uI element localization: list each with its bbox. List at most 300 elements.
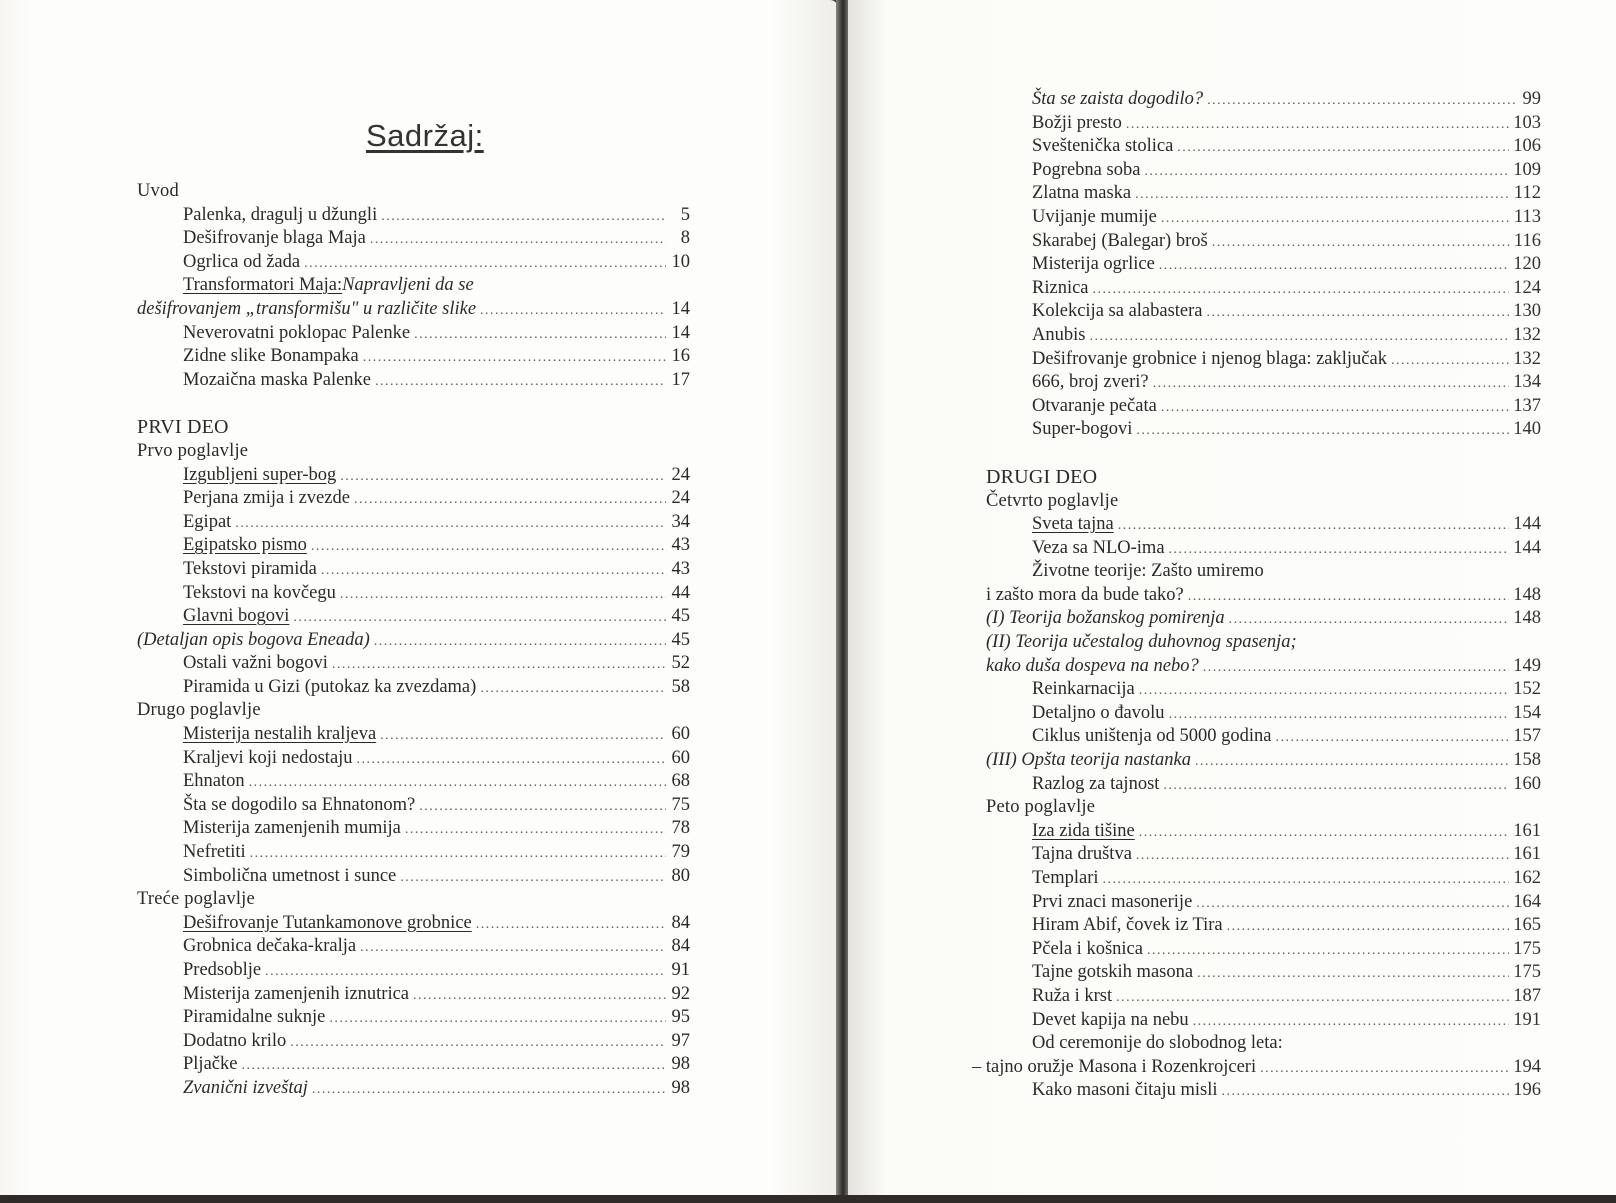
dot-leader	[363, 346, 666, 370]
section-heading	[986, 490, 1541, 514]
entry-title: Reinkarnacija	[1032, 679, 1135, 700]
toc-entry	[986, 300, 1541, 324]
toc-entry	[986, 985, 1541, 1009]
entry-title: Izgubljeni super-bog	[183, 464, 337, 485]
toc-entry	[986, 371, 1541, 395]
dot-leader	[1161, 207, 1510, 231]
entry-title: (Detaljan opis bogova Eneada)	[137, 629, 370, 650]
toc-entry	[137, 582, 690, 606]
page-number: 148	[1513, 608, 1541, 629]
dot-leader	[1260, 1057, 1509, 1081]
toc-entry	[986, 820, 1541, 844]
entry-title: Zvanični izveštaj	[183, 1077, 308, 1098]
page-number: 8	[680, 228, 690, 249]
toc-entry	[986, 560, 1541, 584]
toc-entry	[137, 558, 690, 582]
page-number: 52	[671, 653, 690, 674]
dot-leader	[357, 748, 666, 772]
toc-entry	[137, 1053, 690, 1077]
entry-title: Skarabej (Balegar) broš	[1032, 230, 1208, 251]
toc-entry	[986, 631, 1541, 655]
toc-entry	[137, 865, 690, 889]
toc-entry	[986, 112, 1541, 136]
entry-title: Detaljno o đavolu	[1032, 702, 1165, 723]
entry-title: Iza zida tišine	[1032, 820, 1135, 841]
toc-entry	[986, 773, 1541, 797]
toc-entry	[986, 324, 1541, 348]
entry-title: Egipat	[183, 511, 232, 532]
entry-title: Otvaranje pečata	[1032, 395, 1157, 416]
page-number: 175	[1513, 962, 1541, 983]
entry-title: Prvo poglavlje	[137, 440, 249, 461]
page-number: 103	[1513, 112, 1541, 133]
dot-leader	[1126, 113, 1509, 137]
page-number: 78	[671, 818, 690, 839]
entry-title: Misterija nestalih kraljeva	[183, 724, 377, 745]
entry-title: (III) Opšta teorija nastanka	[986, 750, 1192, 771]
entry-title: Šta se dogodilo sa Ehnatonom?	[183, 794, 416, 815]
entry-title: Tajna društva	[1032, 844, 1132, 865]
dot-leader	[265, 960, 666, 984]
toc-entry	[986, 88, 1541, 112]
toc-entry	[137, 794, 690, 818]
page-number: 14	[671, 322, 690, 343]
entry-title: Božji presto	[1032, 112, 1122, 133]
page-number: 132	[1513, 348, 1541, 369]
page-title: Sadržaj:	[366, 118, 484, 153]
dot-leader	[1103, 868, 1510, 892]
toc-entry	[137, 770, 690, 794]
dot-leader	[414, 323, 666, 347]
entry-title: i zašto mora da bude tako?	[986, 584, 1184, 605]
toc-entry	[137, 1077, 690, 1101]
dot-leader	[1135, 183, 1510, 207]
entry-title: Neverovatni poklopac Palenke	[183, 322, 411, 343]
entry-title: Misterija ogrlice	[1032, 254, 1155, 275]
entry-title: Dešifrovanje Tutankamonove grobnice	[183, 912, 472, 933]
page-number: 160	[1513, 773, 1541, 794]
entry-title-cont: Napravljeni da se	[342, 275, 474, 296]
toc-entry	[137, 912, 690, 936]
entry-title: Glavni bogovi	[183, 606, 290, 627]
page-number: 45	[671, 629, 690, 650]
dot-leader	[354, 488, 666, 512]
page-number: 124	[1513, 277, 1541, 298]
page-number: 24	[671, 488, 690, 509]
toc-entry	[986, 277, 1541, 301]
toc-entry	[986, 1032, 1541, 1056]
toc-entry	[137, 747, 690, 771]
entry-title: Hiram Abif, čovek iz Tira	[1032, 915, 1223, 936]
dot-leader	[1177, 136, 1509, 160]
entry-title: Ostali važni bogovi	[183, 653, 328, 674]
dot-leader	[1229, 608, 1510, 632]
toc-entry	[137, 204, 690, 228]
page-number: 84	[671, 912, 690, 933]
dot-leader	[1195, 750, 1509, 774]
entry-title: Misterija zamenjenih mumija	[183, 818, 401, 839]
entry-title: PRVI DEO	[137, 416, 229, 439]
entry-title: Četvrto poglavlje	[986, 490, 1119, 511]
dot-leader	[1153, 372, 1510, 396]
toc-entry	[986, 961, 1541, 985]
entry-title: Drugo poglavlje	[137, 700, 261, 721]
page-number: 95	[671, 1007, 690, 1028]
dot-leader	[1136, 844, 1509, 868]
entry-title: Sveta tajna	[1032, 514, 1114, 535]
toc-entry	[986, 843, 1541, 867]
section-heading	[986, 466, 1541, 490]
entry-title: Perjana zmija i zvezde	[183, 488, 350, 509]
page-number: 45	[671, 606, 690, 627]
entry-title: Super-bogovi	[1032, 419, 1133, 440]
entry-title: Tekstovi na kovčegu	[183, 582, 336, 603]
dot-leader	[249, 771, 666, 795]
dot-leader	[1203, 656, 1510, 680]
dot-leader	[340, 465, 666, 489]
entry-title: Zlatna maska	[1032, 183, 1132, 204]
entry-title: Tajne gotskih masona	[1032, 962, 1194, 983]
toc-entry	[137, 464, 690, 488]
dot-leader	[311, 535, 666, 559]
entry-title: Grobnica dečaka-kralja	[183, 936, 357, 957]
page-number: 16	[671, 346, 690, 367]
toc-entry	[137, 251, 690, 275]
right-page	[848, 0, 1616, 1195]
page-number: 92	[671, 983, 690, 1004]
toc-entry	[137, 487, 690, 511]
toc-entry	[986, 914, 1541, 938]
dot-leader	[1207, 89, 1517, 113]
toc-left	[137, 180, 690, 1101]
dot-leader	[1196, 892, 1509, 916]
page-number: 91	[671, 960, 690, 980]
dot-leader	[1169, 703, 1510, 727]
entry-title: Peto poglavlje	[986, 797, 1096, 818]
entry-title: Piramidalne suknje	[183, 1007, 326, 1028]
entry-title: Devet kapija na nebu	[1032, 1009, 1189, 1030]
dot-leader	[1139, 679, 1510, 703]
entry-title: Simbolična umetnost i sunce	[183, 865, 397, 886]
dot-leader	[413, 984, 666, 1008]
page-number: 113	[1513, 206, 1541, 227]
toc-entry	[986, 867, 1541, 891]
toc-entry	[986, 938, 1541, 962]
page-number: 80	[671, 865, 690, 886]
entry-title: Misterija zamenjenih iznutrica	[183, 983, 410, 1004]
page-number: 60	[671, 747, 690, 768]
entry-title: Sveštenička stolica	[1032, 136, 1174, 157]
toc-entry	[986, 159, 1541, 183]
dot-leader	[304, 252, 666, 276]
entry-title: Dešifrovanje grobnice i njenog blaga: zaključak	[1032, 348, 1387, 369]
toc-entry	[137, 817, 690, 841]
toc-entry	[137, 841, 690, 865]
entry-title: Ciklus uništenja od 5000 godina	[1032, 726, 1272, 747]
toc-entry	[137, 534, 690, 558]
toc-entry	[986, 584, 1541, 608]
toc-entry	[986, 725, 1541, 749]
page-number: 98	[671, 1054, 690, 1075]
toc-entry	[986, 702, 1541, 726]
toc-entry	[137, 629, 690, 653]
scan-edge	[0, 1195, 1616, 1203]
page-number: 144	[1513, 537, 1541, 558]
toc-entry	[986, 607, 1541, 631]
page-number: 196	[1513, 1080, 1541, 1101]
toc-entry	[137, 959, 690, 983]
toc-entry	[137, 227, 690, 251]
page-number: 137	[1513, 395, 1541, 416]
page-number: 157	[1513, 726, 1541, 747]
page-number: 116	[1513, 230, 1541, 251]
entry-title: Transformatori Maja:	[183, 275, 343, 296]
section-heading	[137, 180, 690, 204]
dot-leader	[1144, 160, 1509, 184]
page-number: 99	[1522, 89, 1541, 109]
dot-leader	[476, 913, 666, 937]
section-heading	[137, 888, 690, 912]
dot-leader	[370, 228, 666, 252]
page-number: 17	[671, 369, 690, 390]
dot-leader	[374, 630, 666, 654]
entry-title: Palenka, dragulj u džungli	[183, 204, 378, 225]
page-number: 161	[1513, 844, 1541, 865]
toc-entry	[986, 348, 1541, 372]
page-number: 194	[1513, 1056, 1541, 1077]
dot-leader	[405, 818, 666, 842]
toc-entry	[137, 1006, 690, 1030]
toc-entry	[986, 749, 1541, 773]
entry-title: (I) Teorija božanskog pomirenja	[986, 608, 1225, 629]
toc-entry	[986, 206, 1541, 230]
toc-entry	[986, 891, 1541, 915]
page-number: 75	[671, 794, 690, 815]
dot-leader	[1188, 585, 1509, 609]
entry-title: (II) Teorija učestalog duhovnog spasenja;	[986, 632, 1297, 653]
dot-leader	[1136, 419, 1509, 443]
dot-leader	[329, 1007, 666, 1031]
entry-title: Egipatsko pismo	[183, 535, 307, 556]
entry-title: Anubis	[1032, 324, 1086, 345]
toc-entry	[986, 1009, 1541, 1033]
entry-title: DRUGI DEO	[986, 465, 1098, 488]
dot-leader	[1159, 254, 1509, 278]
dot-leader	[1275, 726, 1509, 750]
dot-leader	[1207, 301, 1510, 325]
dot-leader	[1169, 538, 1510, 562]
entry-title: Nefretiti	[183, 842, 246, 863]
dot-leader	[1139, 821, 1510, 845]
entry-title: – tajno oružje Masona i Rozenkrojceri	[972, 1056, 1257, 1077]
dot-leader	[1163, 774, 1509, 798]
entry-title: Treće poglavlje	[137, 889, 255, 910]
entry-title: Pogrebna soba	[1032, 159, 1141, 180]
entry-title: Veza sa NLO-ima	[1032, 537, 1165, 558]
entry-title: Dodatno krilo	[183, 1030, 287, 1051]
toc-entry	[972, 1056, 1541, 1080]
toc-entry	[986, 182, 1541, 206]
entry-title: Šta se zaista dogodilo?	[1032, 89, 1204, 109]
toc-entry	[986, 1079, 1541, 1103]
section-heading	[986, 796, 1541, 820]
toc-entry	[986, 230, 1541, 254]
page-number: 68	[671, 771, 690, 792]
entry-title: Kako masoni čitaju misli	[1032, 1080, 1218, 1101]
page-number: 10	[671, 251, 690, 272]
entry-title: dešifrovanjem „transformišu" u različite slike	[137, 298, 477, 319]
entry-title: Pljačke	[183, 1054, 238, 1075]
entry-title: Riznica	[1032, 277, 1089, 298]
dot-leader	[1116, 986, 1509, 1010]
entry-title: Piramida u Gizi (putokaz ka zvezdama)	[183, 676, 477, 697]
dot-leader	[1118, 514, 1510, 538]
page-number: 130	[1513, 301, 1541, 322]
dot-leader	[290, 1031, 666, 1055]
toc-entry	[137, 511, 690, 535]
page-number: 98	[671, 1077, 690, 1098]
page-number: 97	[671, 1030, 690, 1051]
dot-leader	[250, 842, 666, 866]
toc-entry	[137, 652, 690, 676]
toc-entry	[986, 418, 1541, 442]
dot-leader	[340, 583, 666, 607]
entry-title: kako duša dospeva na nebo?	[986, 655, 1199, 676]
toc-entry	[986, 135, 1541, 159]
section-heading	[137, 440, 690, 464]
page-number: 84	[671, 936, 690, 957]
dot-leader	[375, 370, 666, 394]
toc-entry	[986, 513, 1541, 537]
section-heading	[137, 699, 690, 723]
toc-entry	[986, 395, 1541, 419]
entry-title: 666, broj zveri?	[1032, 372, 1149, 393]
dot-leader	[321, 559, 666, 583]
dot-leader	[381, 205, 666, 229]
entry-title: Uvod	[137, 181, 179, 201]
page-number: 149	[1513, 655, 1541, 676]
dot-leader	[241, 1054, 666, 1078]
dot-leader	[419, 795, 666, 819]
entry-title: Dešifrovanje blaga Maja	[183, 228, 366, 249]
page-number: 34	[671, 511, 690, 532]
dot-leader	[400, 866, 666, 890]
page-number: 44	[671, 582, 690, 603]
toc-entry	[137, 983, 690, 1007]
dot-leader	[332, 653, 666, 677]
toc-entry	[137, 322, 690, 346]
entry-title: Templari	[1032, 868, 1099, 888]
toc-entry	[986, 253, 1541, 277]
page-number: 148	[1513, 584, 1541, 605]
page-number: 144	[1513, 514, 1541, 535]
page-number: 43	[671, 558, 690, 579]
toc-entry	[137, 1030, 690, 1054]
entry-title: Kraljevi koji nedostaju	[183, 747, 353, 768]
entry-title: Kolekcija sa alabastera	[1032, 301, 1203, 322]
toc-entry	[137, 274, 690, 298]
page-number: 14	[671, 298, 690, 319]
page-number: 140	[1513, 419, 1541, 440]
page-number: 120	[1513, 254, 1541, 275]
entry-title: Pčela i košnica	[1032, 938, 1143, 959]
entry-title: Prvi znaci masonerije	[1032, 891, 1193, 912]
page-number: 58	[671, 676, 690, 697]
page-number: 162	[1513, 868, 1541, 888]
page-number: 134	[1513, 372, 1541, 393]
section-heading	[137, 416, 690, 440]
entry-title: Životne teorije: Zašto umiremo	[1032, 561, 1264, 582]
dot-leader	[1197, 962, 1509, 986]
entry-title: Mozaična maska Palenke	[183, 369, 372, 390]
toc-entry	[986, 655, 1541, 679]
toc-entry	[137, 676, 690, 700]
entry-title: Od ceremonije do slobodnog leta:	[1032, 1033, 1283, 1054]
dot-leader	[1227, 915, 1510, 939]
page-number: 164	[1513, 891, 1541, 912]
dot-leader	[360, 936, 666, 960]
page-number: 60	[671, 724, 690, 745]
toc-right	[972, 88, 1541, 1103]
page-number: 152	[1513, 679, 1541, 700]
entry-title: Uvijanje mumije	[1032, 206, 1157, 227]
dot-leader	[1161, 396, 1509, 420]
dot-leader	[1089, 325, 1509, 349]
entry-title: Ehnaton	[183, 771, 245, 792]
toc-entry	[137, 345, 690, 369]
toc-entry	[137, 369, 690, 393]
page-number: 158	[1513, 750, 1541, 771]
toc-entry	[986, 537, 1541, 561]
entry-title: Zidne slike Bonampaka	[183, 346, 359, 367]
entry-title: Predsoblje	[183, 960, 262, 980]
entry-title: Ruža i krst	[1032, 985, 1113, 1006]
page-number: 112	[1513, 183, 1541, 204]
page-number: 43	[671, 535, 690, 556]
dot-leader	[1212, 231, 1510, 255]
dot-leader	[1193, 1010, 1510, 1034]
toc-entry	[137, 298, 690, 322]
dot-leader	[380, 724, 666, 748]
dot-leader	[293, 606, 666, 630]
page-number: 191	[1513, 1009, 1541, 1030]
dot-leader	[235, 512, 666, 536]
dot-leader	[312, 1078, 666, 1102]
page-number: 161	[1513, 820, 1541, 841]
dot-leader	[1093, 278, 1510, 302]
toc-entry	[137, 723, 690, 747]
page-number: 79	[671, 842, 690, 863]
page-number: 132	[1513, 324, 1541, 345]
dot-leader	[480, 299, 666, 323]
entry-title: Ogrlica od žada	[183, 251, 301, 272]
entry-title: Razlog za tajnost	[1032, 773, 1160, 794]
dot-leader	[1147, 939, 1509, 963]
dot-leader	[1391, 349, 1509, 373]
page-number: 165	[1513, 915, 1541, 936]
page-number: 5	[680, 204, 690, 225]
toc-entry	[986, 678, 1541, 702]
toc-entry	[137, 605, 690, 629]
entry-title: Tekstovi piramida	[183, 558, 317, 579]
dot-leader	[1222, 1080, 1510, 1104]
page-number: 175	[1513, 938, 1541, 959]
toc-entry	[137, 935, 690, 959]
page-number: 106	[1513, 136, 1541, 157]
dot-leader	[480, 677, 666, 701]
page-number: 154	[1513, 702, 1541, 723]
page-number: 24	[671, 464, 690, 485]
